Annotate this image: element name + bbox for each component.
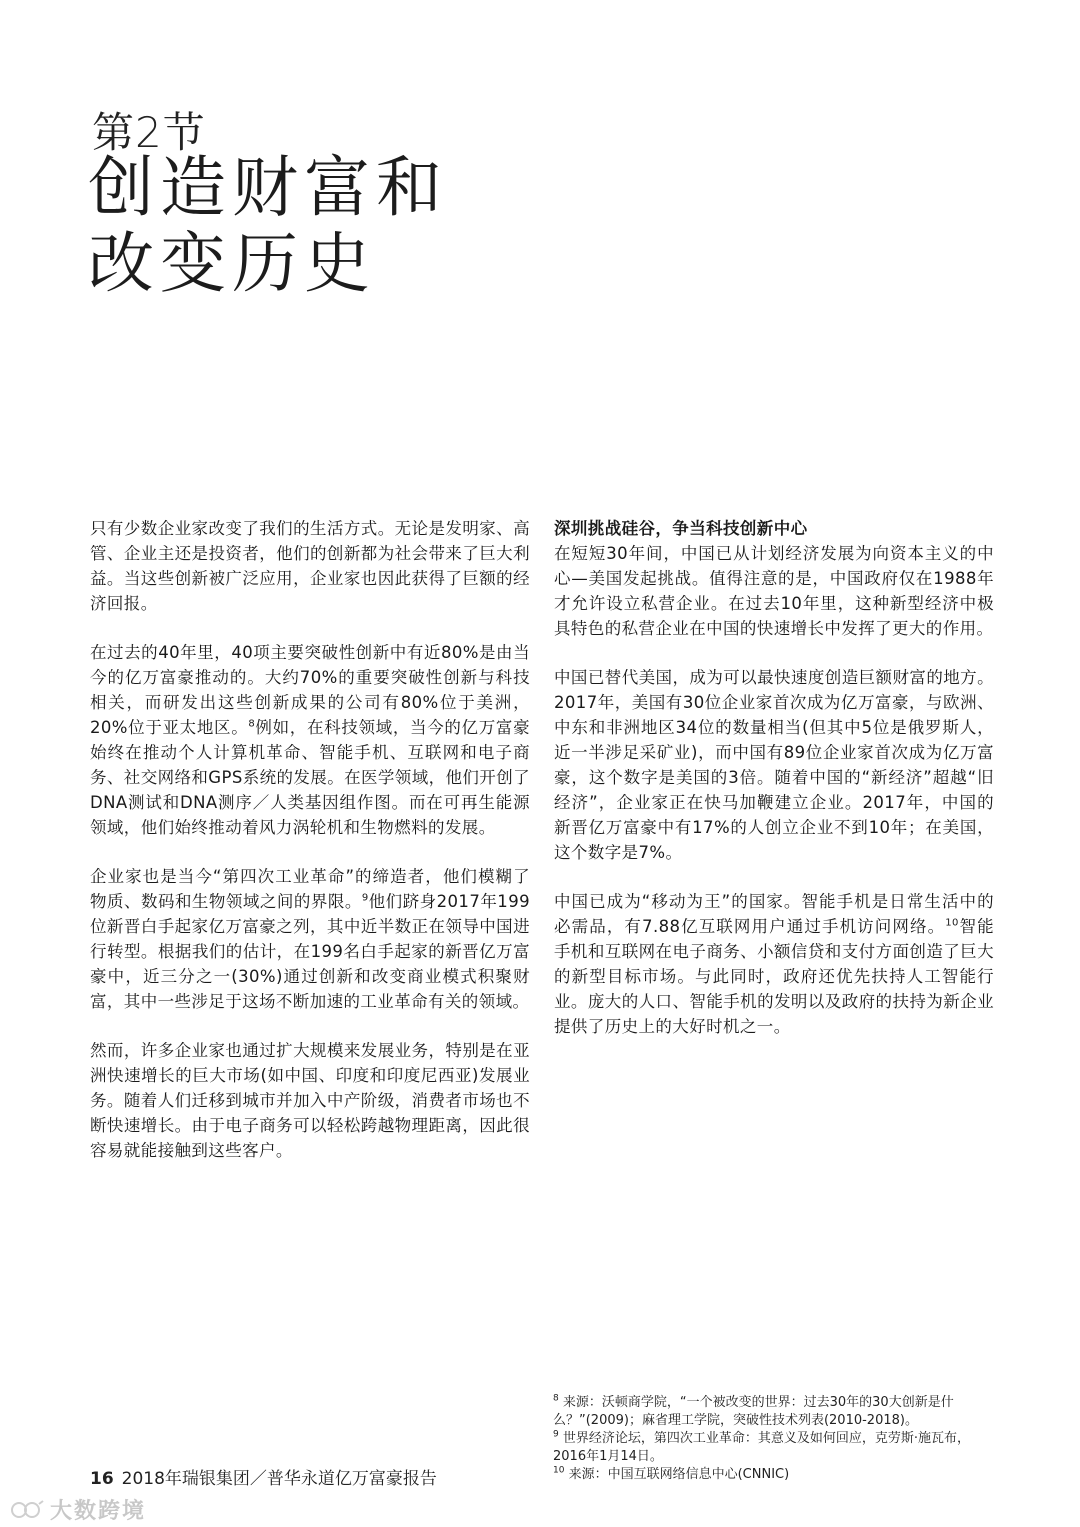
paragraph-scale: 然而，许多企业家也通过扩大规模来发展业务，特别是在亚洲快速增长的巨大市场(如中国、印度和印度尼西亚)发展业务。随着人们迁移到城市并加入中产阶级，消费者市场也不断快速增长。由于电子商务可以轻松跨越物理距离，因此很容易就能接触到这些客户。: [90, 1041, 530, 1160]
footnote-9-number: 9: [553, 1429, 559, 1440]
paragraph-innovations-part1: 在过去的40年里，40项主要突破性创新中有近80%是由当今的亿万富豪推动的。大约70%的重要突破性创新与科技相关，而研发出这些创新成果的公司有80%位于美洲，20%位于亚太地区。: [90, 643, 530, 737]
paragraph-intro: 只有少数企业家改变了我们的生活方式。无论是发明家、高管、企业主还是投资者，他们的创新都为社会带来了巨大利益。当这些创新被广泛应用，企业家也因此获得了巨额的经济回报。: [90, 519, 530, 613]
footnote-8-text: 来源：沃顿商学院，“一个被改变的世界：过去30年的30大创新是什么？”(2009)；麻省理工学院，突破性技术列表(2010-2018)。: [553, 1395, 954, 1428]
paragraph-fourth-revolution: [90, 864, 530, 1014]
footnote-9-text: 世界经济论坛，第四次工业革命：其意义及如何回应，克劳斯·施瓦布，2016年1月14日。: [553, 1431, 971, 1464]
footnote-10: [553, 1466, 993, 1484]
paragraph-innovations-part2: 例如，在科技领域，当今的亿万富豪始终在推动个人计算机革命、智能手机、互联网和电子商务、社交网络和GPS系统的发展。在医学领域，他们开创了DNA测试和DNA测序／人类基因组作图。而在可再生能源领域，他们始终推动着风力涡轮机和生物燃料的发展。: [90, 718, 531, 837]
footnotes: [553, 1394, 993, 1484]
footnote-9: [553, 1430, 993, 1466]
page-number: 16: [90, 1469, 114, 1489]
paragraph-mobile-first: [554, 889, 994, 1039]
right-column: [554, 516, 994, 1063]
title-line-2: 改变历史: [88, 225, 376, 302]
section-label: 第2节: [92, 108, 206, 157]
paragraph-fourth-revolution-part1: 企业家也是当今“第四次工业革命”的缔造者，他们模糊了物质、数码和生物领域之间的界限。: [90, 867, 530, 911]
watermark: [10, 1494, 146, 1525]
subheading: 深圳挑战硅谷，争当科技创新中心: [554, 519, 808, 538]
paragraph-mobile-first-part2: 智能手机和互联网在电子商务、小额信贷和支付方面创造了巨大的新型目标市场。与此同时，政府还优先扶持人工智能行业。庞大的人口、智能手机的发明以及政府的扶持为新企业提供了历史上的大好时机之一。: [554, 917, 994, 1036]
footnote-10-text: 来源：中国互联网络信息中心(CNNIC): [568, 1467, 790, 1482]
paragraph-mobile-first-part1: 中国已成为“移动为王”的国家。智能手机是日常生活中的必需品，有7.88亿互联网用户通过手机访问网络。: [554, 892, 994, 936]
page-title: [88, 150, 448, 302]
left-column: [90, 516, 530, 1187]
watermark-text: 大数跨境: [50, 1499, 147, 1524]
publication-title: 2018年瑞银集团／普华永道亿万富豪报告: [121, 1469, 437, 1489]
paragraph-china-30-years: 在短短30年间，中国已从计划经济发展为向资本主义的中心—美国发起挑战。值得注意的是，中国政府仅在1988年才允许设立私营企业。在过去10年里，这种新型经济中极具特色的私营企业在中国的快速增长中发挥了更大的作用。: [554, 544, 994, 638]
footnote-ref-10: 10: [945, 917, 959, 929]
footnote-10-number: 10: [553, 1465, 565, 1476]
footnote-8-number: 8: [553, 1393, 559, 1404]
paragraph-innovations: [90, 640, 530, 840]
footnote-ref-9: 9: [361, 892, 369, 904]
paragraph-fourth-revolution-part2: 他们跻身2017年199位新晋白手起家亿万富豪之列，其中近半数正在领导中国进行转型。根据我们的估计，在199名白手起家的新晋亿万富豪中，近三分之一(30%)通过创新和改变商业模式积聚财富，其中一些涉足于这场不断加速的工业革命有关的领域。: [90, 892, 530, 1011]
page-footer: [90, 1464, 437, 1489]
footnote-8: [553, 1394, 993, 1430]
footnote-ref-8: 8: [248, 718, 256, 730]
watermark-logo-icon: [10, 1499, 44, 1521]
title-line-1: 创造财富和: [88, 149, 448, 226]
paragraph-china-replaces-us: 中国已替代美国，成为可以最快速度创造巨额财富的地方。2017年，美国有30位企业家首次成为亿万富豪，与欧洲、中东和非洲地区34位的数量相当(但其中5位是俄罗斯人，近一半涉足采矿业)，而中国有89位企业家首次成为亿万富豪，这个数字是美国的3倍。随着中国的“新经济”超越“旧经济”，企业家正在快马加鞭建立企业。2017年，中国的新晋亿万富豪中有17%的人创立企业不到10年；在美国，这个数字是7%。: [554, 668, 994, 862]
